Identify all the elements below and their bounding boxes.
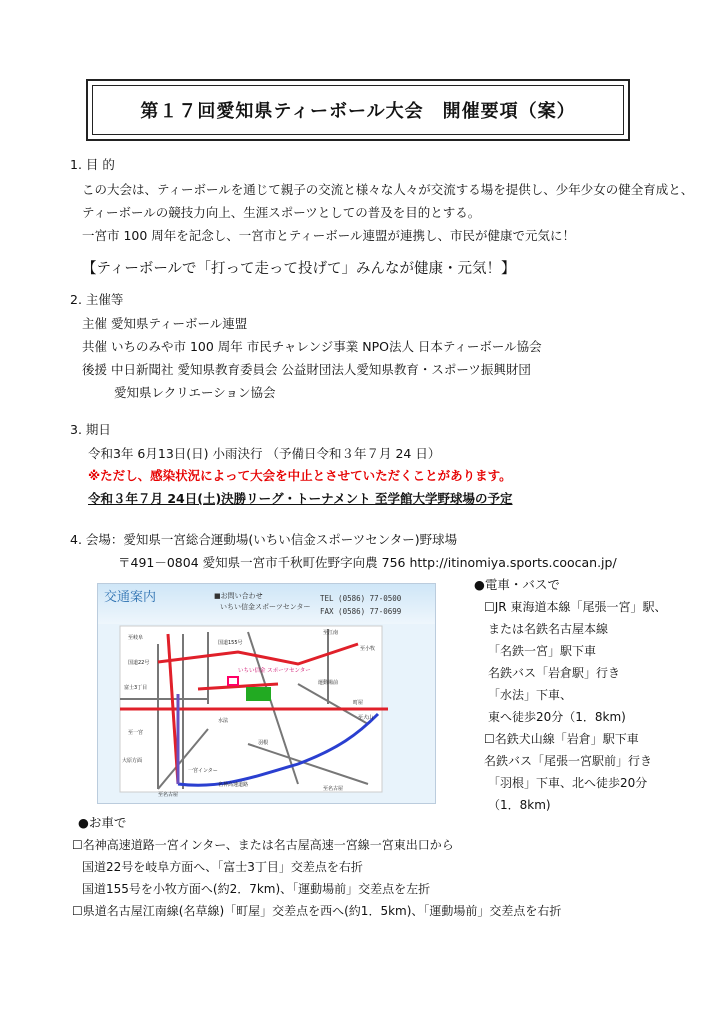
support-line: 後援 中日新聞社 愛知県教育委員会 公益財団法人愛知県教育・スポーツ振興財団	[82, 362, 531, 377]
warning-line: ※ただし、感染状況によって大会を中止とさせていただくことがあります。	[88, 468, 512, 483]
map-label-center: いちい信金 スポーツセンター	[238, 668, 311, 674]
title-box	[86, 79, 630, 141]
train-line-10: （1．8km)	[488, 798, 551, 812]
venue-address: 〒491－0804 愛知県一宮市千秋町佐野字向農 756 http://itinomiya.sports.coocan.jp/	[118, 555, 617, 570]
train-line-5: 「水法」下車、	[488, 688, 573, 702]
date-line: 令和3年 6月13日(日) 小雨決行 （予備日令和３年７月 24 日）	[88, 446, 441, 461]
train-line-2: または名鉄名古屋本線	[488, 622, 609, 636]
train-line-6: 東へ徒歩20分（1．8km)	[488, 710, 626, 724]
map-contact-1: ■お問い合わせ	[214, 592, 263, 600]
train-line-3: 「名鉄一宮」駅下車	[488, 644, 597, 658]
cohost-line: 共催 いちのみや市 100 周年 市民チャレンジ事業 NPO法人 日本ティーボール協会	[82, 339, 542, 354]
map-label-sports: 運動場前	[318, 680, 339, 686]
train-heading: ●電車・バスで	[474, 577, 560, 592]
map-label-kanazu: 至犬山	[358, 715, 374, 721]
page-title: 第１７回愛知県ティーボール大会 開催要項（案）	[140, 101, 576, 122]
map-label-nagoya2: 至名古屋	[323, 786, 344, 792]
host-line: 主催 愛知県ティーボール連盟	[82, 316, 248, 331]
car-heading: ●お車で	[78, 815, 127, 830]
map-label-oote: 大原方面	[122, 758, 143, 764]
train-line-4: 名鉄バス「岩倉駅」行き	[488, 666, 621, 680]
section3-heading: 3. 期日	[70, 422, 111, 437]
slogan: 【ティーボールで「打って走って投げて」みんなが健康・元気！】	[82, 261, 516, 277]
map-contact-2: いちい信金スポーツセンター	[220, 603, 311, 611]
section1-text-3: 一宮市 100 周年を記念し、一宮市とティーボール連盟が連携し、市民が健康で元気に！	[82, 228, 576, 243]
section1-text-2: ティーボールの競技力向上、生涯スポーツとしての普及を目的とする。	[82, 205, 481, 220]
car-line-1: ☐名神高速道路一宮インター、または名古屋高速一宮線一宮東出口から	[72, 838, 454, 852]
car-line-2: 国道22号を岐阜方面へ、「富士3丁目」交差点を右折	[82, 860, 363, 874]
map-label-ic: 一宮インター	[188, 768, 218, 774]
section4-heading: 4. 会場：愛知県一宮総合運動場(いちい信金スポーツセンター)野球場	[70, 532, 458, 547]
map-label-ichinomiya: 至一宮	[128, 730, 144, 736]
support-line-2: 愛知県レクリエーション協会	[114, 385, 276, 400]
map-label-nagoya: 至名古屋	[158, 792, 179, 798]
map-label-r22: 国道22号	[128, 660, 150, 666]
map-label-fuji3: 富士3丁目	[124, 685, 148, 691]
final-line: 令和３年７月 24日(土)決勝リーグ・トーナメント 至学館大学野球場の予定	[88, 491, 513, 506]
map-label-gifu: 至岐阜	[128, 635, 144, 641]
map-graphic	[98, 584, 435, 803]
map-label-mizu: 水法	[218, 718, 229, 724]
map-label-meishin: 名神高速道路	[218, 782, 249, 788]
train-line-8: 名鉄バス「尾張一宮駅前」行き	[484, 754, 653, 768]
map-label-r155: 国道155号	[218, 640, 243, 646]
map-label-okaya: 至江南	[323, 630, 339, 636]
access-map	[97, 583, 436, 804]
car-line-4: ☐県道名古屋江南線(名草線)「町屋」交差点を西へ(約1．5km)、「運動場前」交差点を右折	[72, 904, 562, 918]
car-line-3: 国道155号を小牧方面へ(約2．7km)、「運動場前」交差点を左折	[82, 882, 431, 896]
section2-heading: 2. 主催等	[70, 292, 124, 307]
map-title: 交通案内	[104, 590, 157, 605]
map-label-haba: 羽根	[258, 740, 269, 746]
section1-text-1: この大会は、ティーボールを通じて親子の交流と様々な人々が交流する場を提供し、少年少女の健全育成と、	[82, 182, 694, 197]
map-fax: FAX (0586) 77-0699	[320, 607, 402, 616]
train-line-7: ☐名鉄犬山線「岩倉」駅下車	[484, 732, 639, 746]
map-label-komaki: 至小牧	[360, 646, 376, 652]
map-label-machiya: 町屋	[353, 700, 364, 706]
section1-heading: 1. 目 的	[70, 157, 115, 172]
train-line-1: ☐JR 東海道本線「尾張一宮」駅、	[484, 600, 667, 614]
train-line-9: 「羽根」下車、北へ徒歩20分	[488, 776, 648, 790]
map-tel: TEL (0586) 77-0500	[320, 594, 402, 603]
